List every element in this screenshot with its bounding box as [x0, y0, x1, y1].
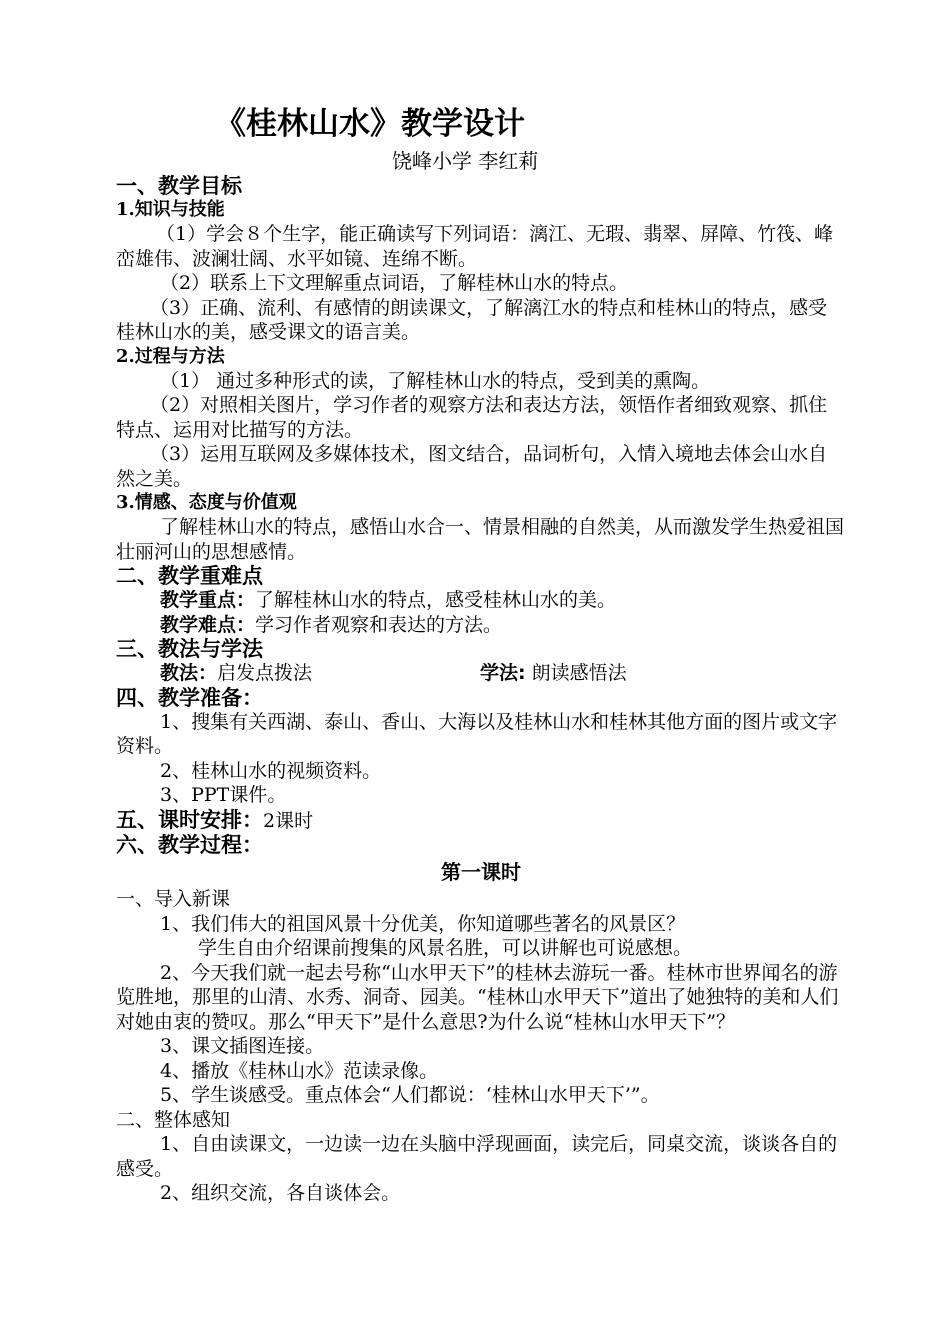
paragraph: 5、学生谈感受。重点体会“人们都说：‘桂林山水甲天下’”。	[160, 1084, 660, 1106]
lesson-part-heading: 一、导入新课	[116, 888, 231, 910]
difficult-point-label: 教学难点：	[160, 613, 256, 636]
teaching-method	[116, 661, 480, 686]
paragraph: （3）运用互联网及多媒体技术，图文结合，品词析句，入情入境地去体会山水自然之美。	[116, 443, 828, 490]
key-point	[116, 588, 846, 613]
paragraph: （2）对照相关图片，学习作者的观察方法和表达方法，领悟作者细致观察、抓住特点、运用对比描写的方法。	[116, 394, 828, 441]
paragraph: 3、PPT课件。	[160, 784, 287, 806]
difficult-point-text: 学习作者观察和表达的方法。	[255, 613, 503, 636]
paragraph: 1、搜集有关西湖、泰山、香山、大海以及桂林山水和桂林其他方面的图片或文字资料。	[116, 710, 838, 757]
paragraph: （1） 通过多种形式的读，了解桂林山水的特点，受到美的熏陶。	[160, 369, 711, 392]
key-point-label: 教学重点：	[160, 589, 256, 611]
paragraph: 4、播放《桂林山水》范读录像。	[160, 1059, 439, 1082]
document-body	[116, 174, 846, 1206]
paragraph: 1、我们伟大的祖国风景十分优美，你知道哪些著名的风景区？	[160, 912, 686, 935]
schedule-line	[116, 808, 846, 834]
paragraph: 2、桂林山水的视频资料。	[160, 759, 382, 782]
schedule-text: 2课时	[263, 809, 314, 832]
paragraph: 1、自由读课文，一边读一边在头脑中浮现画面，读完后，同桌交流，谈谈各自的感受。	[116, 1133, 838, 1180]
paragraph: 2、今天我们就一起去号称“山水甲天下”的桂林去游玩一番。桂林市世界闻名的游览胜地，那里的山清、水秀、洞奇、园美。“桂林山水甲天下”道出了她独特的美和人们对她由衷的赞叹。那么“甲天下”是什么意思?为什么说“桂林山水甲天下”？	[116, 961, 839, 1033]
section-heading: 五、课时安排：	[116, 807, 263, 832]
paragraph: （1）学会８个生字，能正确读写下列词语：漓江、无瑕、翡翠、屏障、竹筏、峰峦雄伟、波澜壮阔、水平如镜、连绵不断。	[116, 223, 834, 270]
section-heading: 二、教学重难点	[116, 564, 263, 588]
method-row	[116, 661, 846, 686]
teaching-method-label: 教法：	[160, 662, 218, 684]
paragraph: 2、组织交流，各自谈体会。	[160, 1182, 401, 1204]
paragraph: （3）正确、流利、有感情的朗读课文，了解漓江水的特点和桂林山的特点，感受桂林山水的美，感受课文的语言美。	[116, 296, 828, 343]
lesson-title: 第一课时	[441, 860, 521, 884]
lesson-part-heading: 二、整体感知	[116, 1108, 231, 1131]
section-heading: 三、教法与学法	[116, 637, 263, 661]
section-heading: 六、教学过程：	[116, 833, 263, 857]
paragraph: （2）联系上下文理解重点词语，了解桂林山水的特点。	[160, 272, 629, 294]
difficult-point	[116, 613, 846, 638]
author-line: 饶峰小学 李红莉	[392, 149, 539, 173]
section-heading: 一、教学目标	[116, 174, 242, 198]
key-point-text: 了解桂林山水的特点，感受桂林山水的美。	[255, 589, 617, 611]
sub-heading: 1.知识与技能	[116, 199, 225, 220]
paragraph: 了解桂林山水的特点，感悟山水合一、情景相融的自然美，从而激发学生热爱祖国壮丽河山的思想感情。	[116, 516, 845, 563]
paragraph: 3、课文插图连接。	[160, 1035, 325, 1057]
paragraph: 学生自由介绍课前搜集的风景名胜，可以讲解也可说感想。	[198, 937, 693, 959]
section-heading: 四、教学准备：	[116, 685, 263, 710]
sub-heading: 2.过程与方法	[116, 345, 225, 367]
sub-heading: 3.情感、态度与价值观	[116, 492, 297, 513]
document-title: 《桂林山水》教学设计	[215, 106, 525, 142]
learning-method-text: 朗读感悟法	[531, 662, 627, 684]
teaching-method-text: 启发点拨法	[217, 662, 313, 684]
learning-method-label: 学法:	[480, 662, 526, 684]
learning-method	[480, 661, 627, 686]
